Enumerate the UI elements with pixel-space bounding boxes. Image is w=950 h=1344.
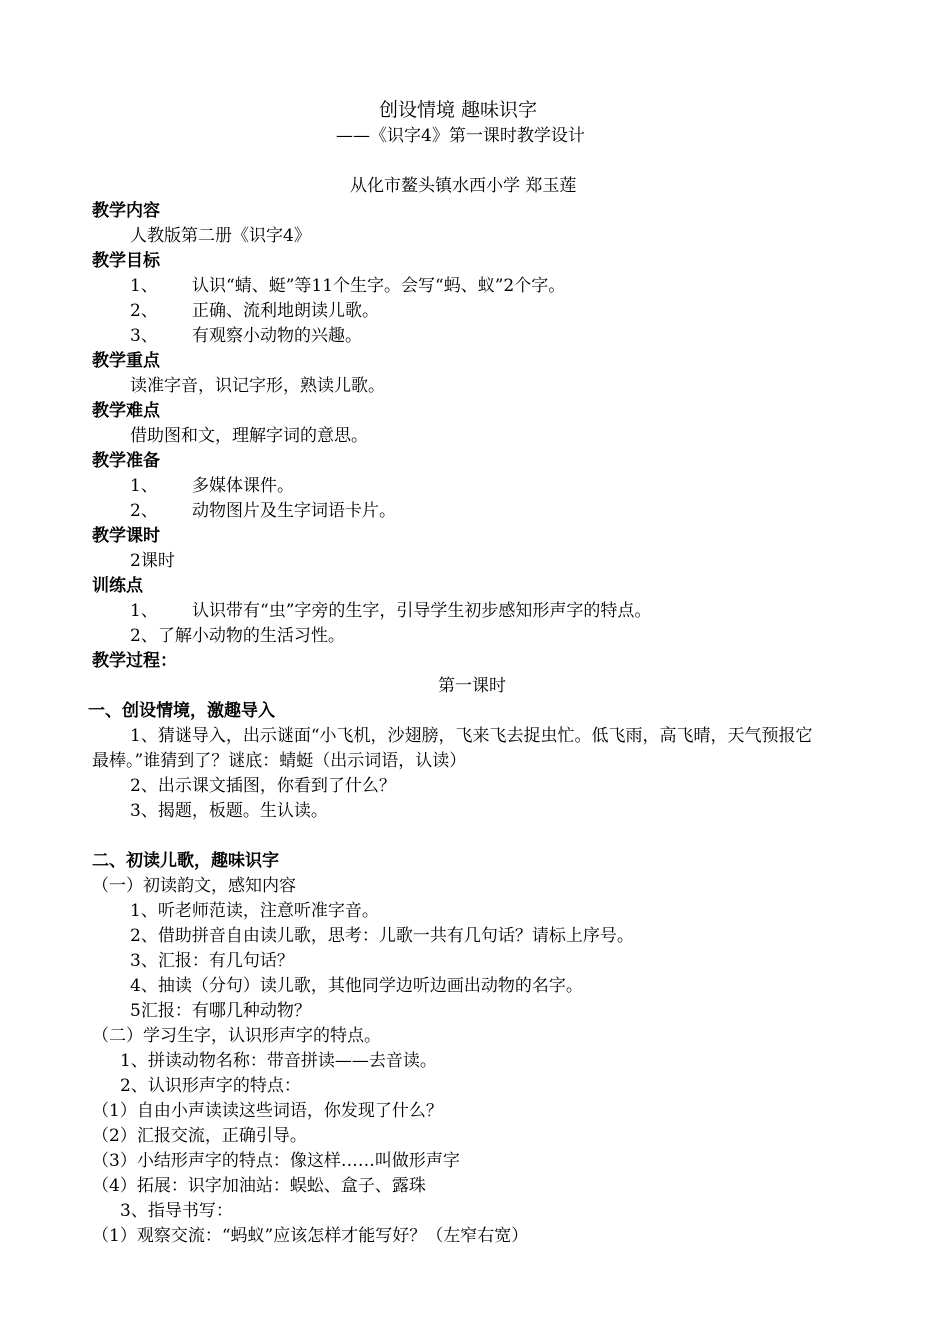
goal-num: 1、 [130,276,158,296]
preparation-item [130,475,294,497]
section2-item: 2、借助拼音自由读儿歌，思考：儿歌一共有几句话？请标上序号。 [130,926,634,946]
section2-part-heading: （一）初读韵文，感知内容 [92,876,296,896]
training-num: 1、 [130,601,158,621]
training-item [130,600,651,622]
training-text: 认识带有“虫”字旁的生字，引导学生初步感知形声字的特点。 [192,601,652,621]
section1-line: 2、出示课文插图，你看到了什么？ [130,776,396,796]
section-heading-hours: 教学课时 [92,526,160,546]
section1-line: 3、揭题，板题。生认读。 [130,801,328,821]
section-heading-training: 训练点 [92,576,143,596]
section2-subitem: （4）拓展：识字加油站：蜈蚣、盒子、露珠 [92,1176,426,1196]
goal-num: 3、 [130,326,158,346]
section2-item: 3、指导书写： [120,1201,233,1221]
section1-line: 最棒。”谁猜到了？谜底：蜻蜓（出示词语，认读） [92,751,467,771]
goal-item [130,325,362,347]
section2-item: 2、认识形声字的特点： [120,1076,301,1096]
goal-text: 有观察小动物的兴趣。 [192,326,362,346]
goal-item [130,300,379,322]
section-heading-preparation: 教学准备 [92,451,160,471]
goal-item [130,275,565,297]
section2-item: 5汇报：有哪几种动物？ [130,1001,311,1021]
goal-num: 2、 [130,301,158,321]
section2-item: 1、拼读动物名称：带音拼读——去音读。 [120,1051,437,1071]
section1-line: 1、猜谜导入，出示谜面“小飞机，沙翅膀，飞来飞去捉虫忙。低飞雨，高飞晴，天气预报它 [130,726,813,746]
section-heading-content: 教学内容 [92,201,160,221]
preparation-text: 动物图片及生字词语卡片。 [192,501,396,521]
section-heading-goals: 教学目标 [92,251,160,271]
section2-subitem: （1）自由小声读读这些词语，你发现了什么？ [92,1101,443,1121]
doc-subtitle: ——《识字4》第一课时教学设计 [336,126,585,146]
training-item: 2、了解小动物的生活习性。 [130,626,345,646]
section2-subitem: （3）小结形声字的特点：像这样……叫做形声字 [92,1151,460,1171]
section2-heading: 二、初读儿歌，趣味识字 [92,851,279,871]
hours-text: 2课时 [130,551,175,571]
goal-text: 正确、流利地朗读儿歌。 [192,301,379,321]
section2-item: 3、汇报：有几句话？ [130,951,294,971]
section2-subitem: （2）汇报交流，正确引导。 [92,1126,307,1146]
preparation-item [130,500,396,522]
section-heading-process: 教学过程： [92,651,177,671]
section2-subitem: （1）观察交流：“蚂蚁”应该怎样才能写好？（左窄右宽） [92,1226,529,1246]
preparation-text: 多媒体课件。 [192,476,294,496]
section1-heading: 一、创设情境，激趣导入 [88,701,275,721]
doc-author: 从化市鳌头镇水西小学 郑玉莲 [350,176,577,196]
section-heading-difficulties: 教学难点 [92,401,160,421]
content-text: 人教版第二册《识字4》 [130,226,311,246]
section-heading-key-points: 教学重点 [92,351,160,371]
key-points-text: 读准字音，识记字形，熟读儿歌。 [130,376,385,396]
preparation-num: 2、 [130,501,158,521]
section2-item: 4、抽读（分句）读儿歌，其他同学边听边画出动物的名字。 [130,976,583,996]
goal-text: 认识“蜻、蜓”等11个生字。会写“蚂、蚁”2个字。 [192,276,566,296]
difficulties-text: 借助图和文，理解字词的意思。 [130,426,368,446]
preparation-num: 1、 [130,476,158,496]
doc-title: 创设情境 趣味识字 [379,99,538,121]
section2-part-heading: （二）学习生字，认识形声字的特点。 [92,1026,381,1046]
lesson-title: 第一课时 [438,676,506,696]
section2-item: 1、听老师范读，注意听准字音。 [130,901,379,921]
